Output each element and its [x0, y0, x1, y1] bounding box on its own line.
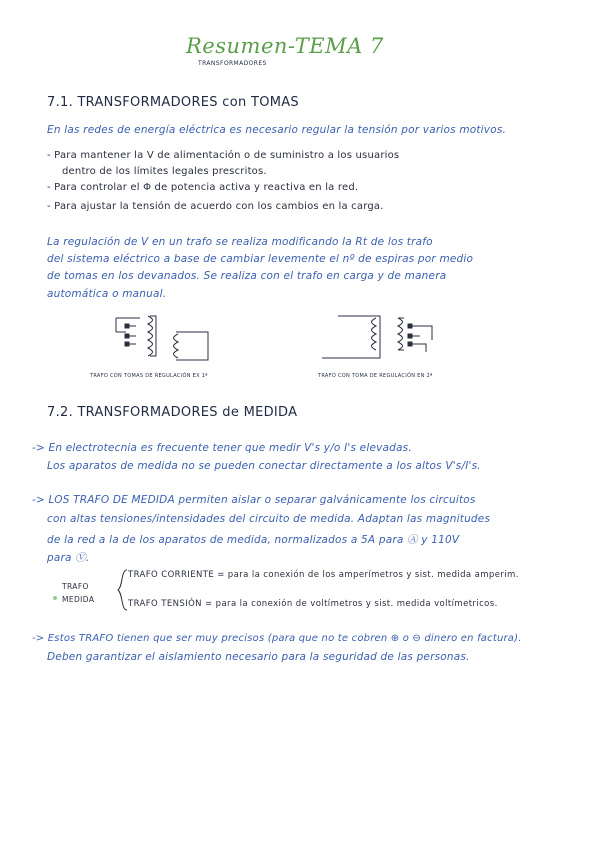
trafo-label-1: TRAFO	[62, 582, 89, 591]
paragraph-line: -> En electrotecnia es frecuente tener que medir V's y/o I's elevadas.	[32, 442, 412, 454]
paragraph-line: de la red a la de los aparatos de medida, normalizados a 5A para Ⓐ y 110V	[47, 534, 460, 546]
trafo-tension-line: TRAFO TENSIÓN = para la conexión de voltímetros y sist. medida voltímetricos.	[128, 599, 498, 609]
bullet-line: - Para ajustar la tensión de acuerdo con los cambios en la carga.	[47, 201, 384, 212]
paragraph-line: -> Estos TRAFO tienen que ser muy precisos (para que no te cobren ⊕ o ⊖ dinero en factura).	[32, 633, 522, 644]
caption-right: TRAFO CON TOMA DE REGULACIÓN EN 2ª	[318, 373, 433, 379]
transformer-diagram-right	[320, 310, 440, 370]
paragraph-line: de tomas en los devanados. Se realiza con el trafo en carga y de manera	[47, 270, 447, 282]
paragraph-line: automática o manual.	[47, 288, 167, 300]
paragraph-line: Deben garantizar el aislamiento necesario para la seguridad de las personas.	[47, 651, 470, 663]
section-2-heading: 7.2. TRANSFORMADORES de MEDIDA	[47, 405, 298, 420]
caption-left: TRAFO CON TOMAS DE REGULACIÓN EX 1ª	[90, 373, 208, 379]
trafo-corriente-line: TRAFO CORRIENTE = para la conexión de los amperímetros y sist. medida amperim.	[128, 570, 519, 580]
bullet-line: - Para controlar el Φ de potencia activa y reactiva en la red.	[47, 182, 359, 193]
bullet-dot	[53, 596, 57, 600]
paragraph-line: con altas tensiones/intensidades del circuito de medida. Adaptan las magnitudes	[47, 513, 491, 525]
page-subtitle: TRANSFORMADORES	[198, 60, 267, 67]
bullet-line: dentro de los límites legales prescritos.	[62, 166, 267, 177]
bullet-line: - Para mantener la V de alimentación o de suministro a los usuarios	[47, 150, 400, 161]
paragraph-line: -> LOS TRAFO DE MEDIDA permiten aislar o separar galvánicamente los circuitos	[32, 494, 476, 506]
page-title: Resumen-TEMA 7	[186, 34, 384, 58]
paragraph-line: para Ⓥ.	[47, 552, 90, 564]
section-1-heading: 7.1. TRANSFORMADORES con TOMAS	[47, 95, 299, 110]
paragraph-line: La regulación de V en un trafo se realiza modificando la Rt de los trafo	[47, 236, 433, 248]
transformer-diagram-left	[108, 312, 218, 370]
paragraph-line: Los aparatos de medida no se pueden conectar directamente a los altos V's/I's.	[47, 460, 481, 472]
trafo-label-2: MEDIDA	[62, 595, 95, 604]
section-1-intro: En las redes de energía eléctrica es necesario regular la tensión por varios motivos.	[47, 124, 507, 136]
paragraph-line: del sistema eléctrico a base de cambiar levemente el nº de espiras por medio	[47, 253, 474, 265]
